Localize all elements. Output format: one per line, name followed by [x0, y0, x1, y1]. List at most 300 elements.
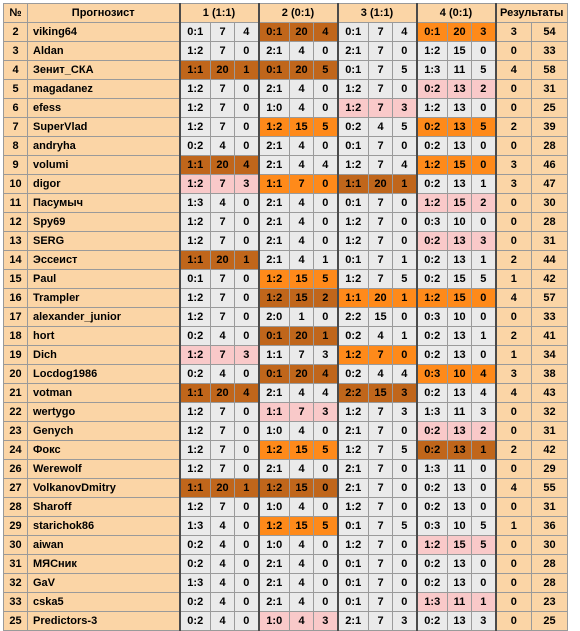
result-hits: 0 [496, 99, 532, 118]
match-points: 7 [211, 289, 235, 308]
running-points: 0 [393, 42, 417, 61]
predicted-score: 1:1 [180, 251, 211, 270]
match-points: 4 [290, 384, 314, 403]
result-total: 33 [532, 42, 568, 61]
match-points: 15 [290, 479, 314, 498]
match-points: 20 [211, 251, 235, 270]
predicted-score: 1:2 [338, 232, 369, 251]
row-number: 23 [4, 422, 28, 441]
predicted-score: 0:3 [417, 213, 448, 232]
predicted-score: 1:2 [259, 517, 290, 536]
result-total: 43 [532, 384, 568, 403]
running-points: 1 [314, 327, 338, 346]
running-points: 0 [235, 270, 259, 289]
running-points: 0 [472, 574, 496, 593]
result-hits: 1 [496, 517, 532, 536]
running-points: 5 [472, 517, 496, 536]
result-hits: 0 [496, 460, 532, 479]
match-points: 13 [448, 479, 472, 498]
result-total: 42 [532, 270, 568, 289]
forecaster-name: Genych [28, 422, 180, 441]
match-points: 4 [211, 574, 235, 593]
match-points: 4 [290, 213, 314, 232]
predicted-score: 2:1 [259, 194, 290, 213]
table-row [4, 536, 568, 555]
match-points: 11 [448, 403, 472, 422]
predicted-score: 0:1 [338, 61, 369, 80]
result-hits: 0 [496, 80, 532, 99]
running-points: 0 [235, 517, 259, 536]
forecaster-name: starichok86 [28, 517, 180, 536]
predicted-score: 0:2 [417, 346, 448, 365]
running-points: 0 [314, 460, 338, 479]
predicted-score: 0:3 [417, 308, 448, 327]
running-points: 4 [314, 365, 338, 384]
predicted-score: 2:1 [259, 42, 290, 61]
match-points: 7 [290, 403, 314, 422]
running-points: 0 [235, 498, 259, 517]
running-points: 3 [314, 346, 338, 365]
running-points: 0 [235, 42, 259, 61]
table-row [4, 308, 568, 327]
result-total: 29 [532, 460, 568, 479]
predicted-score: 2:1 [259, 137, 290, 156]
result-hits: 0 [496, 612, 532, 631]
predicted-score: 0:2 [180, 137, 211, 156]
forecaster-name: aiwan [28, 536, 180, 555]
forecaster-name: Trampler [28, 289, 180, 308]
match-points: 7 [211, 308, 235, 327]
result-hits: 3 [496, 156, 532, 175]
table-body [4, 23, 568, 631]
predicted-score: 2:1 [259, 460, 290, 479]
match-points: 4 [290, 99, 314, 118]
result-total: 41 [532, 327, 568, 346]
running-points: 0 [314, 593, 338, 612]
running-points: 0 [235, 99, 259, 118]
predicted-score: 1:2 [338, 99, 369, 118]
predicted-score: 1:3 [417, 460, 448, 479]
result-total: 36 [532, 517, 568, 536]
running-points: 0 [314, 194, 338, 213]
row-number: 33 [4, 593, 28, 612]
result-total: 33 [532, 308, 568, 327]
table-row [4, 517, 568, 536]
result-total: 46 [532, 156, 568, 175]
match-points: 4 [290, 574, 314, 593]
match-points: 7 [369, 517, 393, 536]
match-points: 4 [211, 194, 235, 213]
row-number: 4 [4, 61, 28, 80]
forecaster-name: cska5 [28, 593, 180, 612]
predicted-score: 0:2 [180, 612, 211, 631]
row-number: 9 [4, 156, 28, 175]
table-row [4, 346, 568, 365]
forecaster-name: hort [28, 327, 180, 346]
table-row [4, 327, 568, 346]
predicted-score: 2:1 [338, 422, 369, 441]
predicted-score: 2:1 [259, 593, 290, 612]
running-points: 1 [393, 327, 417, 346]
match-points: 7 [369, 213, 393, 232]
running-points: 0 [393, 593, 417, 612]
table-row [4, 441, 568, 460]
running-points: 1 [393, 251, 417, 270]
match-points: 15 [448, 289, 472, 308]
result-hits: 2 [496, 118, 532, 137]
table-row [4, 384, 568, 403]
running-points: 0 [472, 156, 496, 175]
forecaster-name: Paul [28, 270, 180, 289]
forecaster-name: SERG [28, 232, 180, 251]
forecaster-name: magadanez [28, 80, 180, 99]
running-points: 3 [472, 403, 496, 422]
predicted-score: 2:1 [259, 555, 290, 574]
predicted-score: 2:1 [259, 232, 290, 251]
result-hits: 1 [496, 270, 532, 289]
result-total: 28 [532, 213, 568, 232]
table-row [4, 422, 568, 441]
predicted-score: 1:2 [417, 194, 448, 213]
match-points: 15 [369, 308, 393, 327]
predicted-score: 0:1 [259, 23, 290, 42]
match-points: 10 [448, 213, 472, 232]
match-points: 7 [211, 346, 235, 365]
running-points: 0 [314, 232, 338, 251]
match-points: 20 [369, 289, 393, 308]
match-points: 4 [211, 137, 235, 156]
predicted-score: 1:3 [180, 194, 211, 213]
running-points: 5 [314, 270, 338, 289]
predicted-score: 1:2 [338, 213, 369, 232]
row-number: 20 [4, 365, 28, 384]
running-points: 2 [472, 80, 496, 99]
predicted-score: 0:2 [417, 479, 448, 498]
running-points: 5 [472, 536, 496, 555]
row-number: 31 [4, 555, 28, 574]
row-number: 30 [4, 536, 28, 555]
predicted-score: 0:1 [338, 593, 369, 612]
predicted-score: 0:2 [417, 118, 448, 137]
match-points: 7 [369, 251, 393, 270]
running-points: 0 [235, 593, 259, 612]
running-points: 5 [472, 118, 496, 137]
match-points: 13 [448, 251, 472, 270]
row-number: 10 [4, 175, 28, 194]
forecaster-name: Эссеист [28, 251, 180, 270]
running-points: 5 [393, 517, 417, 536]
match-points: 7 [369, 137, 393, 156]
table-row [4, 498, 568, 517]
predicted-score: 0:2 [338, 327, 369, 346]
predicted-score: 1:0 [259, 612, 290, 631]
predicted-score: 1:2 [259, 289, 290, 308]
running-points: 0 [393, 213, 417, 232]
predicted-score: 2:2 [338, 308, 369, 327]
result-total: 47 [532, 175, 568, 194]
running-points: 4 [472, 365, 496, 384]
running-points: 0 [235, 232, 259, 251]
match-points: 10 [448, 517, 472, 536]
predicted-score: 0:2 [417, 422, 448, 441]
predicted-score: 0:2 [417, 175, 448, 194]
predicted-score: 1:2 [180, 42, 211, 61]
predicted-score: 1:3 [417, 593, 448, 612]
running-points: 0 [472, 289, 496, 308]
running-points: 0 [314, 555, 338, 574]
header-match-2: 2 (0:1) [259, 4, 338, 23]
match-points: 20 [211, 156, 235, 175]
forecaster-name: Sharoff [28, 498, 180, 517]
table-row [4, 23, 568, 42]
running-points: 0 [314, 308, 338, 327]
row-number: 21 [4, 384, 28, 403]
running-points: 1 [393, 289, 417, 308]
table-row [4, 593, 568, 612]
result-total: 30 [532, 536, 568, 555]
predicted-score: 1:2 [180, 460, 211, 479]
row-number: 6 [4, 99, 28, 118]
running-points: 1 [235, 61, 259, 80]
match-points: 20 [211, 479, 235, 498]
match-points: 7 [369, 23, 393, 42]
match-points: 10 [448, 365, 472, 384]
match-points: 13 [448, 346, 472, 365]
predicted-score: 0:1 [338, 137, 369, 156]
predicted-score: 1:2 [180, 99, 211, 118]
match-points: 4 [290, 232, 314, 251]
predicted-score: 0:1 [417, 23, 448, 42]
result-hits: 0 [496, 574, 532, 593]
running-points: 0 [472, 99, 496, 118]
running-points: 0 [314, 574, 338, 593]
predicted-score: 0:1 [338, 517, 369, 536]
match-points: 4 [290, 593, 314, 612]
match-points: 7 [369, 612, 393, 631]
predicted-score: 0:2 [180, 555, 211, 574]
predicted-score: 0:1 [338, 194, 369, 213]
predicted-score: 0:2 [180, 327, 211, 346]
predicted-score: 1:2 [417, 289, 448, 308]
match-points: 4 [290, 251, 314, 270]
running-points: 0 [314, 42, 338, 61]
match-points: 7 [211, 42, 235, 61]
match-points: 13 [448, 574, 472, 593]
predicted-score: 0:1 [338, 23, 369, 42]
match-points: 13 [448, 441, 472, 460]
result-total: 23 [532, 593, 568, 612]
predicted-score: 1:2 [180, 232, 211, 251]
match-points: 11 [448, 61, 472, 80]
match-points: 13 [448, 422, 472, 441]
match-points: 7 [290, 346, 314, 365]
match-points: 7 [211, 441, 235, 460]
match-points: 4 [290, 194, 314, 213]
running-points: 4 [235, 384, 259, 403]
header-row [4, 4, 568, 23]
header-match-4: 4 (0:1) [417, 4, 496, 23]
predicted-score: 1:2 [259, 270, 290, 289]
predicted-score: 1:0 [259, 99, 290, 118]
predicted-score: 0:2 [417, 232, 448, 251]
result-hits: 0 [496, 536, 532, 555]
predicted-score: 1:1 [338, 289, 369, 308]
predicted-score: 1:2 [338, 403, 369, 422]
predicted-score: 0:1 [338, 251, 369, 270]
result-total: 31 [532, 80, 568, 99]
predicted-score: 0:2 [417, 80, 448, 99]
result-hits: 4 [496, 289, 532, 308]
running-points: 0 [314, 213, 338, 232]
table-row [4, 555, 568, 574]
running-points: 3 [472, 612, 496, 631]
running-points: 0 [235, 118, 259, 137]
running-points: 2 [472, 422, 496, 441]
match-points: 7 [369, 99, 393, 118]
predicted-score: 1:2 [180, 422, 211, 441]
forecaster-name: GaV [28, 574, 180, 593]
forecaster-name: volumi [28, 156, 180, 175]
predicted-score: 2:1 [338, 42, 369, 61]
predicted-score: 1:2 [180, 403, 211, 422]
predicted-score: 0:2 [417, 137, 448, 156]
match-points: 7 [369, 574, 393, 593]
running-points: 5 [314, 118, 338, 137]
predicted-score: 0:2 [338, 365, 369, 384]
running-points: 0 [393, 308, 417, 327]
running-points: 3 [314, 403, 338, 422]
match-points: 13 [448, 80, 472, 99]
running-points: 3 [393, 384, 417, 403]
result-hits: 0 [496, 403, 532, 422]
running-points: 5 [472, 270, 496, 289]
match-points: 20 [369, 175, 393, 194]
match-points: 7 [211, 99, 235, 118]
row-number: 14 [4, 251, 28, 270]
match-points: 13 [448, 384, 472, 403]
predicted-score: 0:3 [417, 517, 448, 536]
match-points: 4 [290, 498, 314, 517]
running-points: 0 [235, 536, 259, 555]
match-points: 13 [448, 232, 472, 251]
match-points: 7 [369, 61, 393, 80]
row-number: 7 [4, 118, 28, 137]
running-points: 0 [472, 346, 496, 365]
match-points: 15 [448, 536, 472, 555]
table-row [4, 194, 568, 213]
running-points: 0 [472, 137, 496, 156]
running-points: 0 [472, 308, 496, 327]
match-points: 7 [211, 403, 235, 422]
running-points: 1 [393, 175, 417, 194]
predicted-score: 0:2 [417, 384, 448, 403]
row-number: 13 [4, 232, 28, 251]
forecaster-name: VolkanovDmitry [28, 479, 180, 498]
running-points: 5 [393, 441, 417, 460]
predicted-score: 1:1 [259, 403, 290, 422]
predicted-score: 2:1 [259, 384, 290, 403]
predicted-score: 1:2 [338, 536, 369, 555]
predicted-score: 1:1 [180, 156, 211, 175]
match-points: 15 [290, 118, 314, 137]
match-points: 4 [211, 593, 235, 612]
match-points: 15 [369, 384, 393, 403]
running-points: 5 [314, 61, 338, 80]
running-points: 0 [235, 422, 259, 441]
predicted-score: 1:2 [180, 289, 211, 308]
predicted-score: 0:2 [180, 536, 211, 555]
match-points: 4 [211, 536, 235, 555]
table-row [4, 156, 568, 175]
running-points: 0 [314, 536, 338, 555]
match-points: 4 [290, 460, 314, 479]
match-points: 7 [211, 422, 235, 441]
running-points: 0 [314, 479, 338, 498]
table-row [4, 612, 568, 631]
match-points: 7 [211, 80, 235, 99]
match-points: 7 [369, 422, 393, 441]
match-points: 7 [369, 593, 393, 612]
forecaster-name: viking64 [28, 23, 180, 42]
match-points: 4 [290, 422, 314, 441]
match-points: 20 [211, 384, 235, 403]
match-points: 20 [448, 23, 472, 42]
predicted-score: 0:3 [417, 365, 448, 384]
running-points: 1 [314, 251, 338, 270]
result-total: 25 [532, 612, 568, 631]
predicted-score: 2:1 [259, 574, 290, 593]
running-points: 3 [393, 403, 417, 422]
match-points: 20 [290, 327, 314, 346]
predicted-score: 1:1 [259, 346, 290, 365]
result-total: 28 [532, 574, 568, 593]
forecaster-name: Spy69 [28, 213, 180, 232]
running-points: 5 [393, 270, 417, 289]
match-points: 15 [290, 517, 314, 536]
running-points: 0 [393, 80, 417, 99]
table-row [4, 574, 568, 593]
running-points: 5 [314, 517, 338, 536]
row-number: 15 [4, 270, 28, 289]
table-row [4, 232, 568, 251]
running-points: 0 [235, 441, 259, 460]
row-number: 24 [4, 441, 28, 460]
predicted-score: 1:2 [338, 346, 369, 365]
running-points: 4 [393, 156, 417, 175]
predicted-score: 0:1 [180, 23, 211, 42]
predicted-score: 1:2 [180, 118, 211, 137]
running-points: 3 [235, 175, 259, 194]
predicted-score: 1:2 [417, 156, 448, 175]
forecaster-name: Зенит_СКА [28, 61, 180, 80]
header-results: Результаты [496, 4, 568, 23]
match-points: 4 [211, 555, 235, 574]
running-points: 0 [314, 422, 338, 441]
running-points: 1 [472, 175, 496, 194]
match-points: 20 [290, 23, 314, 42]
match-points: 4 [290, 536, 314, 555]
result-hits: 0 [496, 213, 532, 232]
running-points: 0 [235, 574, 259, 593]
row-number: 28 [4, 498, 28, 517]
result-hits: 3 [496, 23, 532, 42]
result-hits: 0 [496, 137, 532, 156]
row-number: 11 [4, 194, 28, 213]
match-points: 4 [369, 327, 393, 346]
table-row [4, 213, 568, 232]
predicted-score: 1:2 [338, 270, 369, 289]
forecaster-name: Werewolf [28, 460, 180, 479]
